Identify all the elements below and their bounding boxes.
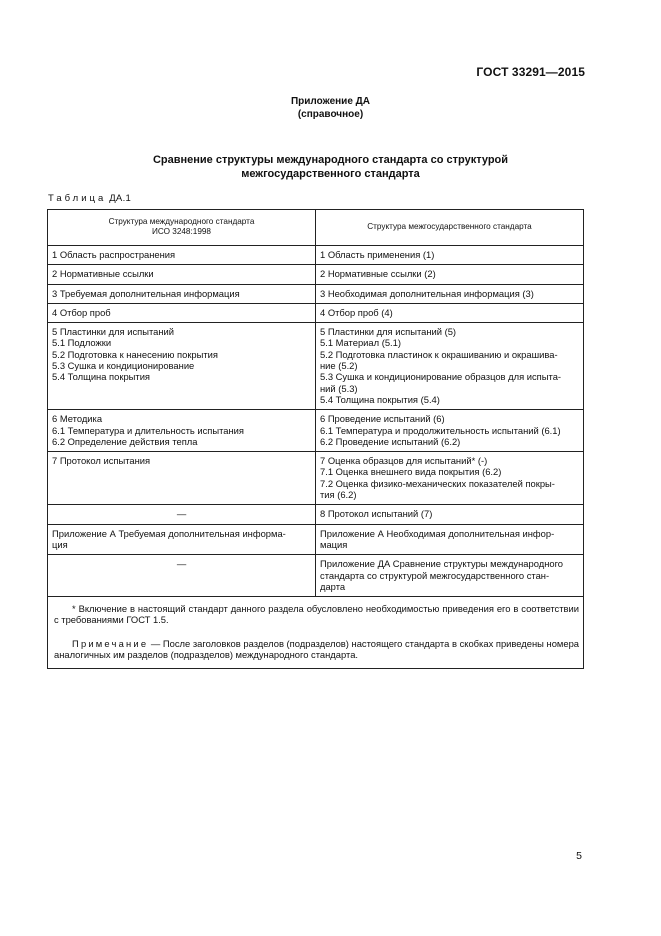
cell-line: ция <box>52 538 68 550</box>
table-row <box>48 505 584 524</box>
page-number: 5 <box>576 850 582 862</box>
section-title <box>0 153 661 181</box>
cell-line: 6.1 Температура и продолжительность испытаний (6.1) <box>320 424 561 436</box>
cell-international <box>48 555 316 597</box>
cell-line: 7 Протокол испытания <box>52 455 151 467</box>
table-row <box>48 524 584 555</box>
table-row <box>48 555 584 597</box>
cell-international <box>48 265 316 284</box>
cell-line: 3 Необходимая дополнительная информация (3) <box>320 287 534 299</box>
cell-line: дарта <box>320 580 346 592</box>
cell-line: ние (5.2) <box>320 360 358 372</box>
annex-title: Приложение ДА <box>290 96 371 107</box>
cell-line: — <box>176 558 187 570</box>
cell-line: 6.2 Определение действия тепла <box>52 435 198 447</box>
note-label: Примечание <box>72 637 149 649</box>
cell-international <box>48 246 316 265</box>
cell-international <box>48 452 316 505</box>
cell-line: 5.2 Подготовка пластинок к окрашиванию и окрашива- <box>320 348 558 360</box>
header-interstate: Структура межгосударственного стандарта <box>316 210 584 246</box>
note-text: — После заголовков разделов (подразделов) настоящего стандарта в скобках приведены номера аналогичных им разделов (подразделов) международного стандарта. <box>54 637 579 661</box>
header-international <box>48 210 316 246</box>
cell-line: 7.2 Оценка физико-механических показателей покры- <box>320 477 555 489</box>
cell-line: 5.1 Материал (5.1) <box>320 337 401 349</box>
cell-international <box>48 505 316 524</box>
cell-interstate <box>316 246 584 265</box>
table-label-number: ДА.1 <box>109 193 132 204</box>
cell-line: 5.4 Толщина покрытия (5.4) <box>320 393 440 405</box>
cell-line: 2 Нормативные ссылки <box>52 268 154 280</box>
cell-line: Приложение А Необходимая дополнительная инфор- <box>320 527 555 539</box>
cell-interstate <box>316 505 584 524</box>
table-row <box>48 265 584 284</box>
cell-line: — <box>176 508 187 520</box>
cell-interstate <box>316 524 584 555</box>
cell-line: ний (5.3) <box>320 382 358 394</box>
table-row <box>48 452 584 505</box>
cell-line: Приложение ДА Сравнение структуры международного <box>320 558 564 570</box>
section-title-line-2: межгосударственного стандарта <box>241 168 420 180</box>
cell-international <box>48 524 316 555</box>
cell-line: 5 Пластинки для испытаний <box>52 326 174 338</box>
cell-line: 1 Область применения (1) <box>320 249 435 260</box>
cell-interstate <box>316 284 584 303</box>
cell-line: 6 Проведение испытаний (6) <box>320 413 445 425</box>
cell-line: 5.3 Сушка и кондиционирование <box>52 360 195 372</box>
cell-interstate <box>316 323 584 410</box>
table-label-prefix: Таблица <box>48 193 107 204</box>
cell-line: 2 Нормативные ссылки (2) <box>320 268 436 280</box>
cell-international <box>48 284 316 303</box>
table-label <box>48 193 131 204</box>
cell-line: 5 Пластинки для испытаний (5) <box>320 326 457 338</box>
cell-international <box>48 323 316 410</box>
cell-line: 6.1 Температура и длительность испытания <box>52 424 244 436</box>
cell-interstate <box>316 452 584 505</box>
cell-line: 5.3 Сушка и кондиционирование образцов для испыта- <box>320 371 562 383</box>
cell-line: Приложение А Требуемая дополнительная информа- <box>52 527 286 539</box>
document-code: ГОСТ 33291—2015 <box>476 65 585 79</box>
cell-line: 6.2 Проведение испытаний (6.2) <box>320 435 461 447</box>
cell-line: 5.1 Подложки <box>52 337 112 349</box>
table-row <box>48 303 584 322</box>
annex-subtitle: (справочное) <box>297 109 364 120</box>
cell-interstate <box>316 265 584 284</box>
cell-interstate <box>316 555 584 597</box>
cell-line: стандарта со структурой межгосударственного стан- <box>320 569 550 581</box>
cell-line: 5.4 Толщина покрытия <box>52 371 151 383</box>
cell-line: 4 Отбор проб (4) <box>320 306 393 318</box>
section-title-line-1: Сравнение структуры международного стандарта со структурой <box>152 154 509 166</box>
table-row <box>48 284 584 303</box>
table-row <box>48 410 584 452</box>
cell-line: 3 Требуемая дополнительная информация <box>52 287 240 299</box>
cell-line: тия (6.2) <box>320 489 357 501</box>
cell-international <box>48 410 316 452</box>
table-footnote: * Включение в настоящий стандарт данного раздела обусловлено необходимостью приведения его в соответствии с требованиями ГОСТ 1.5. <box>54 603 579 626</box>
cell-line: 1 Область распространения <box>52 249 176 260</box>
cell-interstate <box>316 303 584 322</box>
table-footnote-cell <box>48 597 584 669</box>
header-international-line: Структура международного стандарта <box>108 216 255 226</box>
table-note <box>54 638 579 661</box>
cell-interstate <box>316 410 584 452</box>
table-header-row <box>48 210 584 246</box>
cell-line: 7 Оценка образцов для испытаний* (-) <box>320 455 488 467</box>
cell-line: 7.1 Оценка внешнего вида покрытия (6.2) <box>320 466 502 478</box>
cell-international <box>48 303 316 322</box>
annex-heading <box>0 95 661 121</box>
cell-line: 8 Протокол испытаний (7) <box>320 508 433 520</box>
cell-line: мация <box>320 538 348 550</box>
cell-line: 5.2 Подготовка к нанесению покрытия <box>52 348 218 360</box>
table-row <box>48 246 584 265</box>
comparison-table <box>47 209 584 669</box>
cell-line: 4 Отбор проб <box>52 306 111 318</box>
table-footnote-row <box>48 597 584 669</box>
cell-line: 6 Методика <box>52 413 103 425</box>
table-row <box>48 323 584 410</box>
header-international-line: ИСО 3248:1998 <box>152 227 211 236</box>
